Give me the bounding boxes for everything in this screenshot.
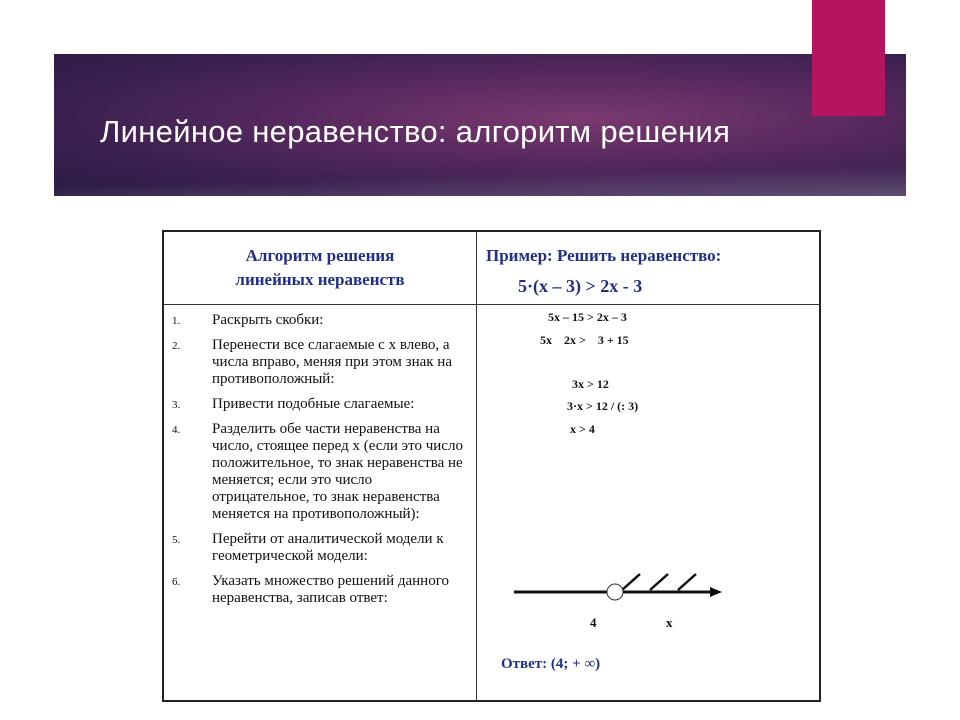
step-number: 6. <box>172 576 181 588</box>
answer-text: Ответ: (4; + ∞) <box>501 656 601 672</box>
hatch-mark <box>650 574 668 590</box>
number-line-arrow <box>710 587 722 597</box>
step-text: Разделить обе части неравенства на число, стоящее перед х (если это число положительное, то знак неравенства не меняется; если это число отрицательное, то знак неравенства меняется на противоположный): <box>212 421 463 522</box>
step-number: 3. <box>172 399 181 411</box>
left-header-line-1: Алгоритм решения <box>245 246 395 265</box>
step-text: Перенести все слагаемые с х влево, а числа вправо, меняя при этом знак на противоположный: <box>212 337 452 387</box>
step-text: Указать множество решений данного неравенства, записав ответ: <box>212 573 449 606</box>
example-inequality: 5·(х – 3) > 2х - 3 <box>518 276 643 296</box>
step-number: 2. <box>172 340 181 352</box>
hatch-mark <box>678 574 696 590</box>
step-item <box>172 531 472 565</box>
step-item <box>172 312 472 329</box>
left-header-line-2: линейных неравенств <box>235 270 405 289</box>
step-item <box>172 573 472 607</box>
algorithm-steps <box>172 312 472 615</box>
slide-title: Линейное неравенство: алгоритм решения <box>100 114 731 149</box>
accent-bar <box>812 0 885 116</box>
example-label: Пример: Решить неравенство: <box>486 246 722 265</box>
header-divider <box>164 304 819 305</box>
right-column-header <box>486 244 816 298</box>
algorithm-table <box>162 230 821 702</box>
step-text: Привести подобные слагаемые: <box>212 396 415 412</box>
step-item <box>172 337 472 388</box>
hatch-mark <box>622 574 640 590</box>
step-number: 5. <box>172 534 181 546</box>
step-number: 4. <box>172 424 181 436</box>
step-text: Раскрыть скобки: <box>212 312 324 328</box>
banner-shade <box>54 164 906 196</box>
left-column-header <box>174 244 466 292</box>
step-number: 1. <box>172 315 181 327</box>
work-line-5: х > 4 <box>570 422 595 436</box>
step-item <box>172 396 472 413</box>
point-label: 4 <box>590 615 597 630</box>
work-line-4: 3·х > 12 / (: 3) <box>567 399 639 413</box>
step-text: Перейти от аналитической модели к геометрической модели: <box>212 531 444 564</box>
open-point-marker <box>607 584 623 600</box>
column-divider <box>476 232 477 700</box>
number-line <box>504 568 724 608</box>
work-line-2: 5х 2х > 3 + 15 <box>540 333 629 347</box>
axis-label: х <box>666 615 673 630</box>
step-item <box>172 421 472 523</box>
work-line-1: 5х – 15 > 2х – 3 <box>548 310 627 324</box>
work-line-3: 3х > 12 <box>572 377 609 391</box>
